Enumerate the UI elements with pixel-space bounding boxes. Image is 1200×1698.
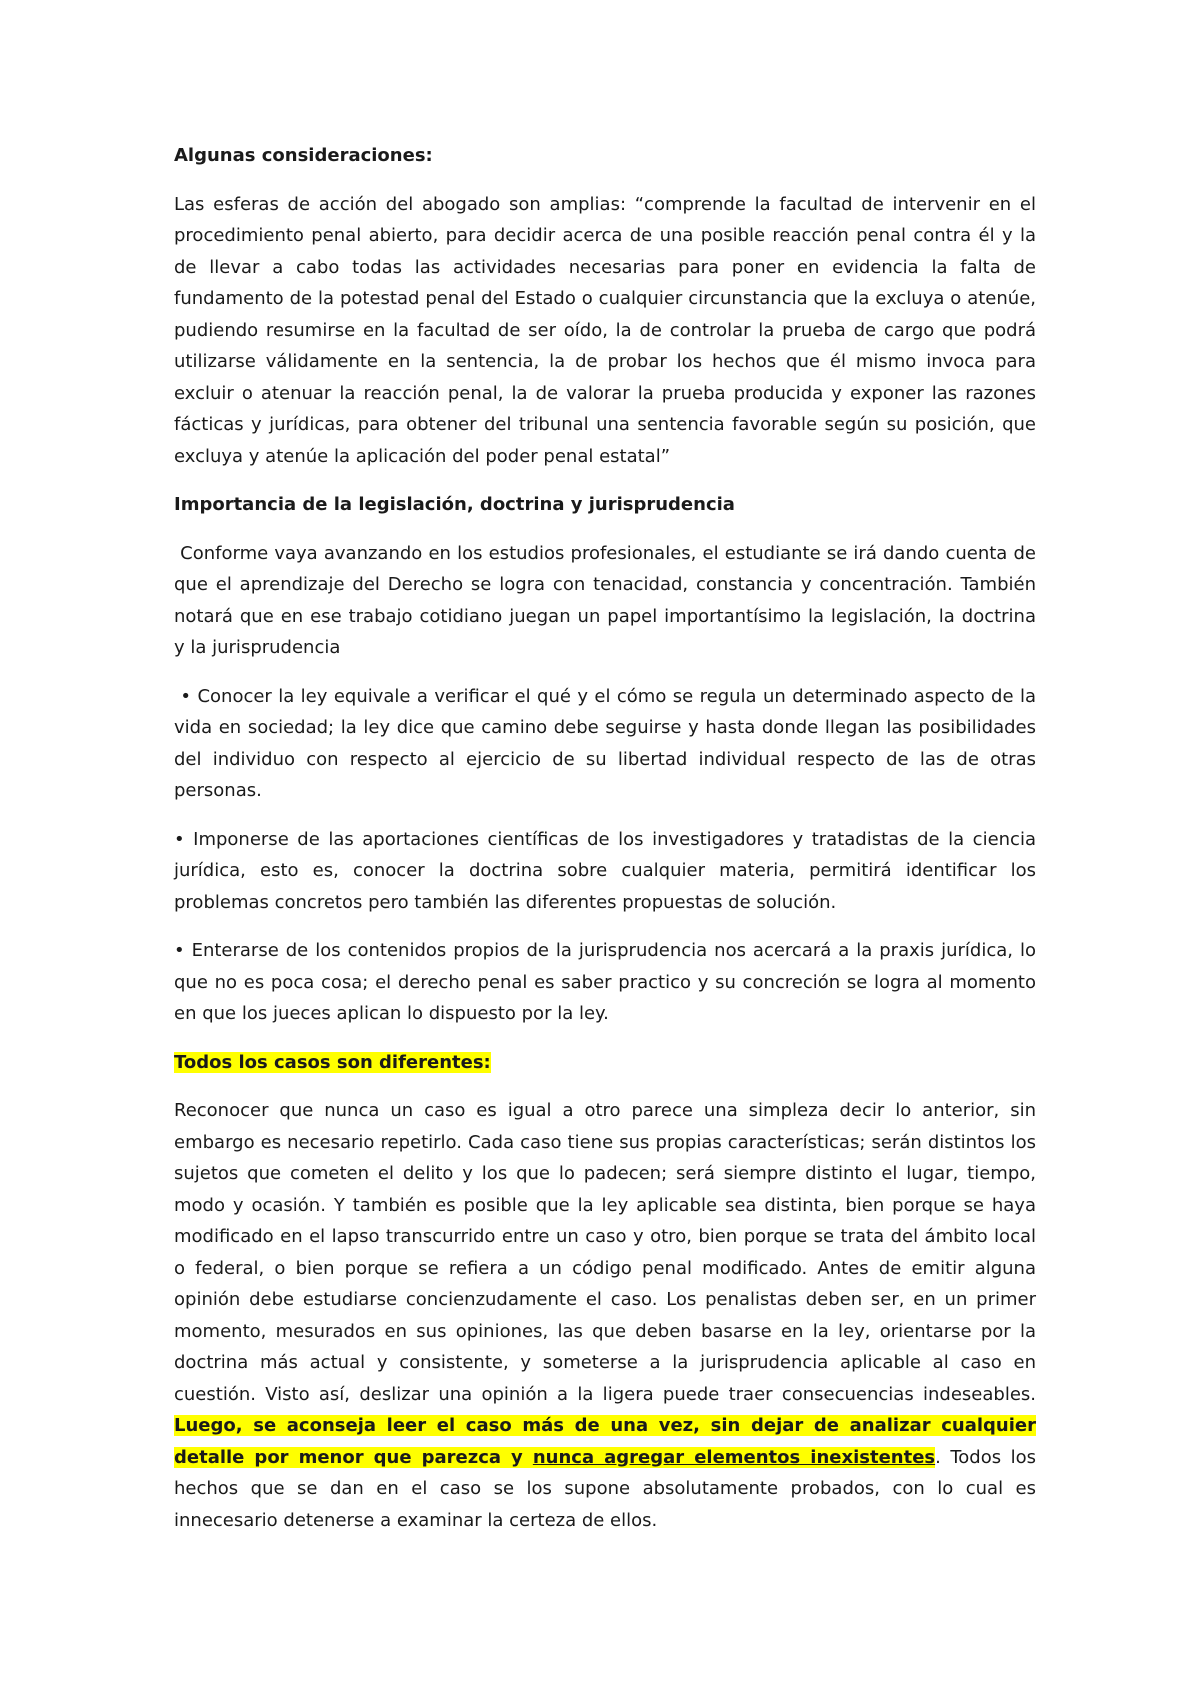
highlighted-heading: Todos los casos son diferentes: xyxy=(174,1051,491,1073)
bullet-imponerse: • Imponerse de las aportaciones científicas de los investigadores y tratadistas de la ciencia jurídica, esto es, conocer la doctrina sobre cualquier materia, permitirá identificar los problemas concretos pero también las diferentes propuestas de solución. xyxy=(174,828,1036,913)
highlighted-underlined-advice: nunca agregar elementos inexistentes xyxy=(532,1446,936,1468)
section-heading-casos xyxy=(174,1047,1036,1079)
paragraph-conforme: Conforme vaya avanzando en los estudios profesionales, el estudiante se irá dando cuenta de que el aprendizaje del Derecho se logra con tenacidad, constancia y concentración. También notará que en ese trabajo cotidiano juegan un papel importantísimo la legislación, la doctrina y la jurisprudencia xyxy=(174,542,1042,658)
highlighted-advice: Luego, se aconseja leer el caso más de una vez, sin dejar de analizar cualquier detalle por menor que parezca y xyxy=(174,1415,1036,1468)
paragraph-reconocer-text: Reconocer que nunca un caso es igual a otro parece una simpleza decir lo anterior, sin embargo es necesario repetirlo. Cada caso tiene sus propias características; serán distintos los sujetos que cometen el delito y los que lo padecen; será siempre distinto el lugar, tiempo, modo y ocasión. Y también es posible que la ley aplicable sea distinta, bien porque se haya modificado en el lapso transcurrido entre un caso y otro, bien porque se trata del ámbito local o federal, o bien porque se refiera a un código penal modificado. Antes de emitir alguna opinión debe estudiarse concienzudamente el caso. Los penalistas deben ser, en un primer momento, mesurados en sus opiniones, las que deben basarse en la ley, orientarse por la doctrina más actual y consistente, y someterse a la jurisprudencia aplicable al caso en cuestión. Visto así, deslizar una opinión a la ligera puede traer consecuencias indeseables. xyxy=(174,1100,1036,1405)
bullet-conocer-ley: • Conocer la ley equivale a verificar el qué y el cómo se regula un determinado aspecto de la vida en sociedad; la ley dice que camino debe seguirse y hasta donde llegan las posibilidades del individuo con respecto al ejercicio de su libertad individual respecto de las de otras personas. xyxy=(174,685,1042,801)
paragraph-reconocer xyxy=(174,1095,1036,1536)
section-heading-consideraciones: Algunas consideraciones: xyxy=(174,145,433,166)
section-heading-importancia: Importancia de la legislación, doctrina y jurisprudencia xyxy=(174,494,735,515)
paragraph-reconocer-end: . Todos los hechos que se dan en el caso se los supone absolutamente probados, con lo cual es innecesario detenerse a examinar la certeza de ellos. xyxy=(174,1446,1036,1531)
document-body xyxy=(174,140,1042,1553)
bullet-enterarse: • Enterarse de los contenidos propios de la jurisprudencia nos acercará a la praxis jurídica, lo que no es poca cosa; el derecho penal es saber practico y su concreción se logra al momento en que los jueces aplican lo dispuesto por la ley. xyxy=(174,940,1036,1024)
paragraph-esferas-accion: Las esferas de acción del abogado son amplias: “comprende la facultad de intervenir en el procedimiento penal abierto, para decidir acerca de una posible reacción penal contra él y la de llevar a cabo todas las actividades necesarias para poner en evidencia la falta de fundamento de la potestad penal del Estado o cualquier circunstancia que la excluya o atenúe, pudiendo resumirse en la facultad de ser oído, la de controlar la prueba de cargo que podrá utilizarse válidamente en la sentencia, la de probar los hechos que él mismo invoca para excluir o atenuar la reacción penal, la de valorar la prueba producida y exponer las razones fácticas y jurídicas, para obtener del tribunal una sentencia favorable según su posición, que excluya y atenúe la aplicación del poder penal estatal” xyxy=(174,193,1036,467)
